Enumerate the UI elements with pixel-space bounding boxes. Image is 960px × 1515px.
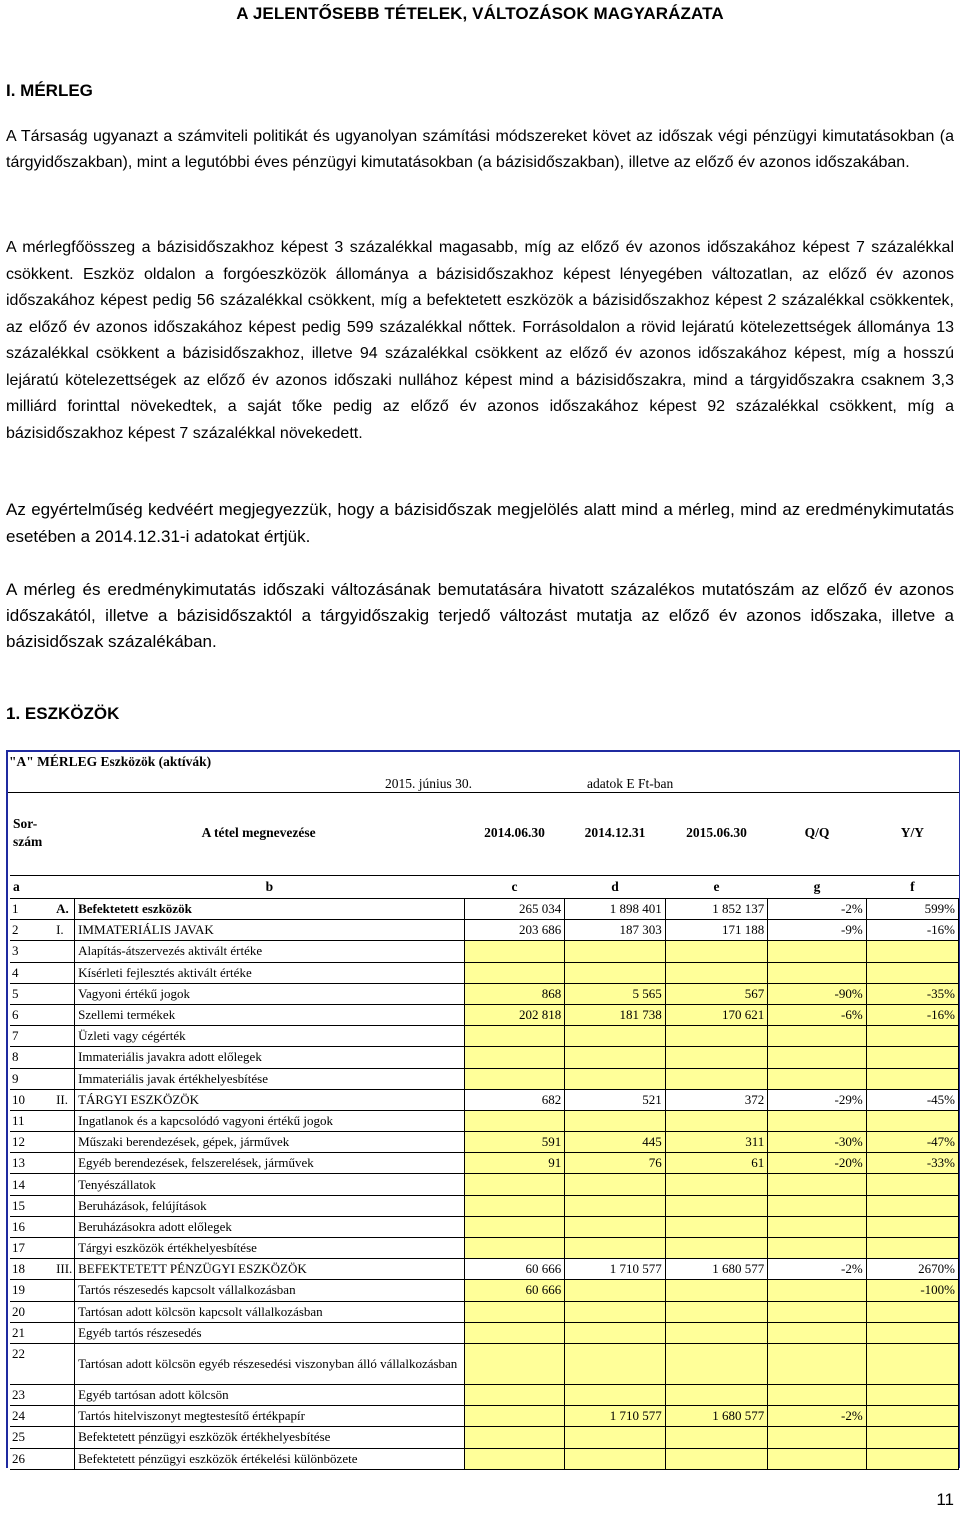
row-value-q bbox=[768, 1195, 866, 1216]
row-number: 8 bbox=[10, 1047, 53, 1068]
row-number: 12 bbox=[10, 1132, 53, 1153]
row-roman-numeral bbox=[53, 1153, 75, 1174]
row-value-q: -30% bbox=[768, 1132, 866, 1153]
table-letter-row bbox=[10, 876, 959, 899]
row-value-d bbox=[565, 1280, 665, 1301]
row-number: 4 bbox=[10, 962, 53, 983]
row-value-e: 567 bbox=[665, 983, 768, 1004]
row-number: 11 bbox=[10, 1110, 53, 1131]
row-value-d: 1 710 577 bbox=[565, 1259, 665, 1280]
row-value-q bbox=[768, 1216, 866, 1237]
row-value-c: 203 686 bbox=[464, 920, 564, 941]
row-roman-numeral bbox=[53, 1004, 75, 1025]
row-roman-numeral bbox=[53, 962, 75, 983]
row-roman-numeral bbox=[53, 1343, 75, 1384]
page-title: A JELENTŐSEBB TÉTELEK, VÁLTOZÁSOK MAGYARÁZATA bbox=[236, 4, 724, 23]
row-value-q: -6% bbox=[768, 1004, 866, 1025]
row-item-name: Ingatlanok és a kapcsolódó vagyoni értékű jogok bbox=[75, 1110, 465, 1131]
header-2014-06-30: 2014.06.30 bbox=[484, 825, 545, 840]
table-row bbox=[10, 899, 959, 920]
row-value-q bbox=[768, 1343, 866, 1384]
row-item-name: Vagyoni értékű jogok bbox=[75, 983, 465, 1004]
row-number: 19 bbox=[10, 1280, 53, 1301]
assets-table bbox=[10, 791, 959, 1470]
row-item-name: TÁRGYI ESZKÖZÖK bbox=[75, 1089, 465, 1110]
row-value-q bbox=[768, 1068, 866, 1089]
row-number: 5 bbox=[10, 983, 53, 1004]
row-value-y bbox=[866, 1384, 958, 1405]
row-number: 13 bbox=[10, 1153, 53, 1174]
row-roman-numeral: II. bbox=[53, 1089, 75, 1110]
row-roman-numeral bbox=[53, 941, 75, 962]
row-value-d: 521 bbox=[565, 1089, 665, 1110]
row-roman-numeral bbox=[53, 1280, 75, 1301]
row-value-q: -2% bbox=[768, 899, 866, 920]
row-value-y bbox=[866, 1174, 958, 1195]
row-value-q bbox=[768, 1384, 866, 1405]
row-value-e bbox=[665, 1384, 768, 1405]
header-row-number: Sor- szám bbox=[13, 816, 43, 849]
row-value-y bbox=[866, 1110, 958, 1131]
row-number: 17 bbox=[10, 1238, 53, 1259]
row-value-d bbox=[565, 1238, 665, 1259]
row-roman-numeral: I. bbox=[53, 920, 75, 941]
row-item-name: Tartós hitelviszonyt megtestesítő értékpapír bbox=[75, 1406, 465, 1427]
row-value-c bbox=[464, 1343, 564, 1384]
row-value-d: 76 bbox=[565, 1153, 665, 1174]
row-roman-numeral bbox=[53, 1132, 75, 1153]
row-value-c bbox=[464, 1427, 564, 1448]
row-item-name: Befektetett pénzügyi eszközök értékhelyesbítése bbox=[75, 1427, 465, 1448]
row-value-q bbox=[768, 1448, 866, 1469]
row-value-e: 372 bbox=[665, 1089, 768, 1110]
row-value-q bbox=[768, 1427, 866, 1448]
row-item-name: BEFEKTETETT PÉNZÜGYI ESZKÖZÖK bbox=[75, 1259, 465, 1280]
row-value-c: 60 666 bbox=[464, 1259, 564, 1280]
row-value-e bbox=[665, 1448, 768, 1469]
row-value-c bbox=[464, 1216, 564, 1237]
row-value-e bbox=[665, 1343, 768, 1384]
letter-b: b bbox=[75, 876, 465, 899]
row-value-e: 311 bbox=[665, 1132, 768, 1153]
row-item-name: Alapítás-átszervezés aktivált értéke bbox=[75, 941, 465, 962]
row-item-name: Tartósan adott kölcsön egyéb részesedési viszonyban álló vállalkozásban bbox=[75, 1343, 465, 1384]
row-roman-numeral bbox=[53, 1322, 75, 1343]
row-roman-numeral bbox=[53, 1047, 75, 1068]
row-value-d bbox=[565, 1174, 665, 1195]
row-item-name: Kísérleti fejlesztés aktivált értéke bbox=[75, 962, 465, 983]
row-item-name: Beruházások, felújítások bbox=[75, 1195, 465, 1216]
table-row bbox=[10, 920, 959, 941]
row-value-e: 61 bbox=[665, 1153, 768, 1174]
letter-a: a bbox=[10, 876, 75, 899]
header-y-y: Y/Y bbox=[900, 825, 924, 840]
row-value-e bbox=[665, 1195, 768, 1216]
row-value-d bbox=[565, 1384, 665, 1405]
row-value-q bbox=[768, 1110, 866, 1131]
row-roman-numeral bbox=[53, 1110, 75, 1131]
letter-d: d bbox=[565, 876, 665, 899]
row-value-d: 187 303 bbox=[565, 920, 665, 941]
row-value-e bbox=[665, 1301, 768, 1322]
row-roman-numeral bbox=[53, 1195, 75, 1216]
row-value-e bbox=[665, 1110, 768, 1131]
row-value-q bbox=[768, 1026, 866, 1047]
row-value-d bbox=[565, 1047, 665, 1068]
row-value-e bbox=[665, 1427, 768, 1448]
row-value-c bbox=[464, 1110, 564, 1131]
row-value-y bbox=[866, 1343, 958, 1384]
row-value-e bbox=[665, 1174, 768, 1195]
table-row bbox=[10, 1004, 959, 1025]
row-item-name: Tenyészállatok bbox=[75, 1174, 465, 1195]
row-number: 6 bbox=[10, 1004, 53, 1025]
row-value-d bbox=[565, 1026, 665, 1047]
row-value-y: -47% bbox=[866, 1132, 958, 1153]
page-number: 11 bbox=[936, 1490, 954, 1509]
row-value-y bbox=[866, 941, 958, 962]
row-roman-numeral bbox=[53, 1216, 75, 1237]
row-number: 14 bbox=[10, 1174, 53, 1195]
balance-sheet-table-frame bbox=[6, 750, 960, 1468]
section-heading: I. MÉRLEG bbox=[6, 81, 93, 100]
row-value-y bbox=[866, 1195, 958, 1216]
row-value-y bbox=[866, 1068, 958, 1089]
table-row bbox=[10, 1322, 959, 1343]
row-value-q bbox=[768, 1301, 866, 1322]
row-item-name: Befektetett eszközök bbox=[75, 899, 465, 920]
row-value-e bbox=[665, 941, 768, 962]
row-item-name: Tárgyi eszközök értékhelyesbítése bbox=[75, 1238, 465, 1259]
row-number: 16 bbox=[10, 1216, 53, 1237]
table-date: 2015. június 30. bbox=[385, 776, 473, 791]
row-value-y bbox=[866, 1427, 958, 1448]
row-value-q: -20% bbox=[768, 1153, 866, 1174]
row-value-q bbox=[768, 1322, 866, 1343]
row-value-c: 682 bbox=[464, 1089, 564, 1110]
row-value-c bbox=[464, 1195, 564, 1216]
row-value-e bbox=[665, 1216, 768, 1237]
row-roman-numeral bbox=[53, 1427, 75, 1448]
row-value-q bbox=[768, 1238, 866, 1259]
row-roman-numeral bbox=[53, 983, 75, 1004]
row-value-y bbox=[866, 1047, 958, 1068]
row-value-c bbox=[464, 1238, 564, 1259]
table-row bbox=[10, 1047, 959, 1068]
row-number: 15 bbox=[10, 1195, 53, 1216]
row-value-c bbox=[464, 1322, 564, 1343]
row-value-c bbox=[464, 1448, 564, 1469]
row-value-e bbox=[665, 1068, 768, 1089]
row-value-c bbox=[464, 941, 564, 962]
row-value-e: 1 680 577 bbox=[665, 1406, 768, 1427]
row-roman-numeral: A. bbox=[53, 899, 75, 920]
row-value-c bbox=[464, 1026, 564, 1047]
row-value-e: 1 680 577 bbox=[665, 1259, 768, 1280]
row-item-name: Tartósan adott kölcsön kapcsolt vállalkozásban bbox=[75, 1301, 465, 1322]
row-value-c bbox=[464, 1301, 564, 1322]
row-value-y bbox=[866, 1322, 958, 1343]
row-value-q: -2% bbox=[768, 1259, 866, 1280]
row-value-q bbox=[768, 941, 866, 962]
row-value-c: 91 bbox=[464, 1153, 564, 1174]
header-2014-12-31: 2014.12.31 bbox=[584, 825, 646, 840]
row-value-y: 2670% bbox=[866, 1259, 958, 1280]
row-value-c bbox=[464, 1174, 564, 1195]
row-value-y bbox=[866, 962, 958, 983]
row-number: 10 bbox=[10, 1089, 53, 1110]
letter-g: g bbox=[768, 876, 866, 899]
row-value-d bbox=[565, 1343, 665, 1384]
header-item-name: A tétel megnevezése bbox=[201, 825, 316, 840]
row-number: 1 bbox=[10, 899, 53, 920]
row-item-name: Tartós részesedés kapcsolt vállalkozásban bbox=[75, 1280, 465, 1301]
header-q-q: Q/Q bbox=[804, 825, 830, 840]
row-value-c bbox=[464, 962, 564, 983]
row-number: 7 bbox=[10, 1026, 53, 1047]
table-row bbox=[10, 1195, 959, 1216]
row-value-q: -90% bbox=[768, 983, 866, 1004]
row-number: 3 bbox=[10, 941, 53, 962]
row-item-name: Műszaki berendezések, gépek, járművek bbox=[75, 1132, 465, 1153]
header-2015-06-30: 2015.06.30 bbox=[686, 825, 747, 840]
row-value-q bbox=[768, 1174, 866, 1195]
row-value-d bbox=[565, 1110, 665, 1131]
row-value-e: 170 621 bbox=[665, 1004, 768, 1025]
row-value-y bbox=[866, 1026, 958, 1047]
row-value-e bbox=[665, 1322, 768, 1343]
row-value-c: 202 818 bbox=[464, 1004, 564, 1025]
row-roman-numeral bbox=[53, 1026, 75, 1047]
row-roman-numeral bbox=[53, 1301, 75, 1322]
row-item-name: IMMATERIÁLIS JAVAK bbox=[75, 920, 465, 941]
letter-c: c bbox=[464, 876, 564, 899]
table-header-row bbox=[10, 791, 959, 876]
row-value-q: -9% bbox=[768, 920, 866, 941]
row-value-d: 181 738 bbox=[565, 1004, 665, 1025]
row-number: 9 bbox=[10, 1068, 53, 1089]
row-value-y bbox=[866, 1301, 958, 1322]
row-item-name: Egyéb tartós részesedés bbox=[75, 1322, 465, 1343]
row-value-q: -2% bbox=[768, 1406, 866, 1427]
row-value-q bbox=[768, 1047, 866, 1068]
row-value-e: 171 188 bbox=[665, 920, 768, 941]
row-value-d bbox=[565, 941, 665, 962]
row-roman-numeral bbox=[53, 1238, 75, 1259]
table-row bbox=[10, 962, 959, 983]
table-row bbox=[10, 1343, 959, 1384]
paragraph-4: A mérleg és eredménykimutatás időszaki változásának bemutatására hivatott százalékos mutatószám az előző év azonos időszakától, illetve a bázisidőszaktól a tárgyidőszakig terjedő változást mutatja az előző év azonos időszaka, illetve a bázisidőszak százalékában. bbox=[6, 580, 954, 651]
row-item-name: Szellemi termékek bbox=[75, 1004, 465, 1025]
row-number: 23 bbox=[10, 1384, 53, 1405]
table-row bbox=[10, 1153, 959, 1174]
row-value-y bbox=[866, 1406, 958, 1427]
row-value-y: -33% bbox=[866, 1153, 958, 1174]
row-value-e bbox=[665, 1026, 768, 1047]
row-value-c bbox=[464, 1047, 564, 1068]
row-number: 26 bbox=[10, 1448, 53, 1469]
row-value-y: -45% bbox=[866, 1089, 958, 1110]
row-value-y bbox=[866, 1216, 958, 1237]
table-unit: adatok E Ft-ban bbox=[587, 776, 674, 791]
row-item-name: Üzleti vagy cégérték bbox=[75, 1026, 465, 1047]
row-value-c: 591 bbox=[464, 1132, 564, 1153]
row-value-e: 1 852 137 bbox=[665, 899, 768, 920]
row-value-q: -29% bbox=[768, 1089, 866, 1110]
paragraph-3: Az egyértelműség kedvéért megjegyezzük, hogy a bázisidőszak megjelölés alatt mind a mérleg, mind az eredménykimutatás esetében a 2014.12.31-i adatokat értjük. bbox=[6, 500, 954, 546]
row-value-d: 1 898 401 bbox=[565, 899, 665, 920]
row-value-d bbox=[565, 1195, 665, 1216]
row-value-y: -35% bbox=[866, 983, 958, 1004]
row-roman-numeral bbox=[53, 1448, 75, 1469]
table-row bbox=[10, 1174, 959, 1195]
row-roman-numeral bbox=[53, 1406, 75, 1427]
row-value-d: 5 565 bbox=[565, 983, 665, 1004]
table-row bbox=[10, 1026, 959, 1047]
table-title: "A" MÉRLEG Eszközök (aktívák) bbox=[9, 754, 212, 769]
row-roman-numeral bbox=[53, 1174, 75, 1195]
table-row bbox=[10, 1110, 959, 1131]
row-number: 21 bbox=[10, 1322, 53, 1343]
table-row bbox=[10, 1068, 959, 1089]
row-value-c bbox=[464, 1406, 564, 1427]
subsection-heading: 1. ESZKÖZÖK bbox=[6, 704, 120, 723]
row-value-q bbox=[768, 1280, 866, 1301]
row-item-name: Befektetett pénzügyi eszközök értékelési különbözete bbox=[75, 1448, 465, 1469]
row-roman-numeral bbox=[53, 1384, 75, 1405]
row-value-d bbox=[565, 1448, 665, 1469]
row-value-y: -100% bbox=[866, 1280, 958, 1301]
table-row bbox=[10, 1427, 959, 1448]
row-value-y: 599% bbox=[866, 899, 958, 920]
row-value-e bbox=[665, 1280, 768, 1301]
row-item-name: Immateriális javakra adott előlegek bbox=[75, 1047, 465, 1068]
row-value-c bbox=[464, 1384, 564, 1405]
row-value-d bbox=[565, 1068, 665, 1089]
table-row bbox=[10, 1259, 959, 1280]
row-value-y bbox=[866, 1238, 958, 1259]
table-row bbox=[10, 1406, 959, 1427]
row-item-name: Beruházásokra adott előlegek bbox=[75, 1216, 465, 1237]
row-roman-numeral: III. bbox=[53, 1259, 75, 1280]
row-number: 25 bbox=[10, 1427, 53, 1448]
row-value-c: 265 034 bbox=[464, 899, 564, 920]
row-number: 22 bbox=[10, 1343, 53, 1384]
row-item-name: Immateriális javak értékhelyesbítése bbox=[75, 1068, 465, 1089]
row-item-name: Egyéb berendezések, felszerelések, járművek bbox=[75, 1153, 465, 1174]
row-value-y: -16% bbox=[866, 920, 958, 941]
row-number: 2 bbox=[10, 920, 53, 941]
row-value-y bbox=[866, 1448, 958, 1469]
row-value-d bbox=[565, 1322, 665, 1343]
row-number: 20 bbox=[10, 1301, 53, 1322]
table-row bbox=[10, 941, 959, 962]
table-row bbox=[10, 1448, 959, 1469]
row-item-name: Egyéb tartósan adott kölcsön bbox=[75, 1384, 465, 1405]
paragraph-1: A Társaság ugyanazt a számviteli politikát és ugyanolyan számítási módszereket követ az időszak végi pénzügyi kimutatásokban (a tárgyidőszakban), mint a legutóbbi éves pénzügyi kimutatásokban (a bázisidőszakban), illetve az előző év azonos időszakában. bbox=[6, 128, 954, 172]
row-value-d bbox=[565, 1216, 665, 1237]
row-roman-numeral bbox=[53, 1068, 75, 1089]
row-value-c: 868 bbox=[464, 983, 564, 1004]
row-value-d: 1 710 577 bbox=[565, 1406, 665, 1427]
row-value-e bbox=[665, 962, 768, 983]
table-row bbox=[10, 1089, 959, 1110]
table-row bbox=[10, 1238, 959, 1259]
row-value-c: 60 666 bbox=[464, 1280, 564, 1301]
row-value-d bbox=[565, 1301, 665, 1322]
row-value-y: -16% bbox=[866, 1004, 958, 1025]
table-row bbox=[10, 1280, 959, 1301]
row-value-d bbox=[565, 962, 665, 983]
row-value-q bbox=[768, 962, 866, 983]
letter-f: f bbox=[866, 876, 958, 899]
row-value-e bbox=[665, 1047, 768, 1068]
table-row bbox=[10, 1301, 959, 1322]
table-row bbox=[10, 983, 959, 1004]
paragraph-2: A mérlegfőösszeg a bázisidőszakhoz képest 3 százalékkal magasabb, míg az előző év azonos időszakához képest 7 százalékkal csökkent. Eszköz oldalon a forgóeszközök állománya a bázisidőszakhoz képest lényegében változatlan, az előző év azonos időszakához képest pedig 56 százalékkal csökkent, míg a befektetett eszközök a bázisidőszakhoz képest 2 százalékkal csökkentek, az előző év azonos időszakához képest pedig 599 százalékkal nőttek. Forrásoldalon a rövid lejáratú kötelezettségek állománya 13 százalékkal csökkent a bázisidőszakhoz, illetve 94 százalékkal csökkent az előző év azonos időszakához képest, míg a hosszú lejáratú kötelezettségek az előző év azonos időszaki nullához képest mind a bázisidőszakra, mind a tárgyidőszakra csaknem 3,3 milliárd forinttal növekedtek, a saját tőke pedig az előző év azonos időszakához képest 92 százalékkal csökkent, míg a bázisidőszakhoz képest 7 százalékkal növekedett. bbox=[6, 239, 954, 442]
table-row bbox=[10, 1384, 959, 1405]
row-number: 18 bbox=[10, 1259, 53, 1280]
row-number: 24 bbox=[10, 1406, 53, 1427]
letter-e: e bbox=[665, 876, 768, 899]
row-value-e bbox=[665, 1238, 768, 1259]
row-value-d bbox=[565, 1427, 665, 1448]
row-value-c bbox=[464, 1068, 564, 1089]
table-row bbox=[10, 1132, 959, 1153]
table-row bbox=[10, 1216, 959, 1237]
row-value-d: 445 bbox=[565, 1132, 665, 1153]
